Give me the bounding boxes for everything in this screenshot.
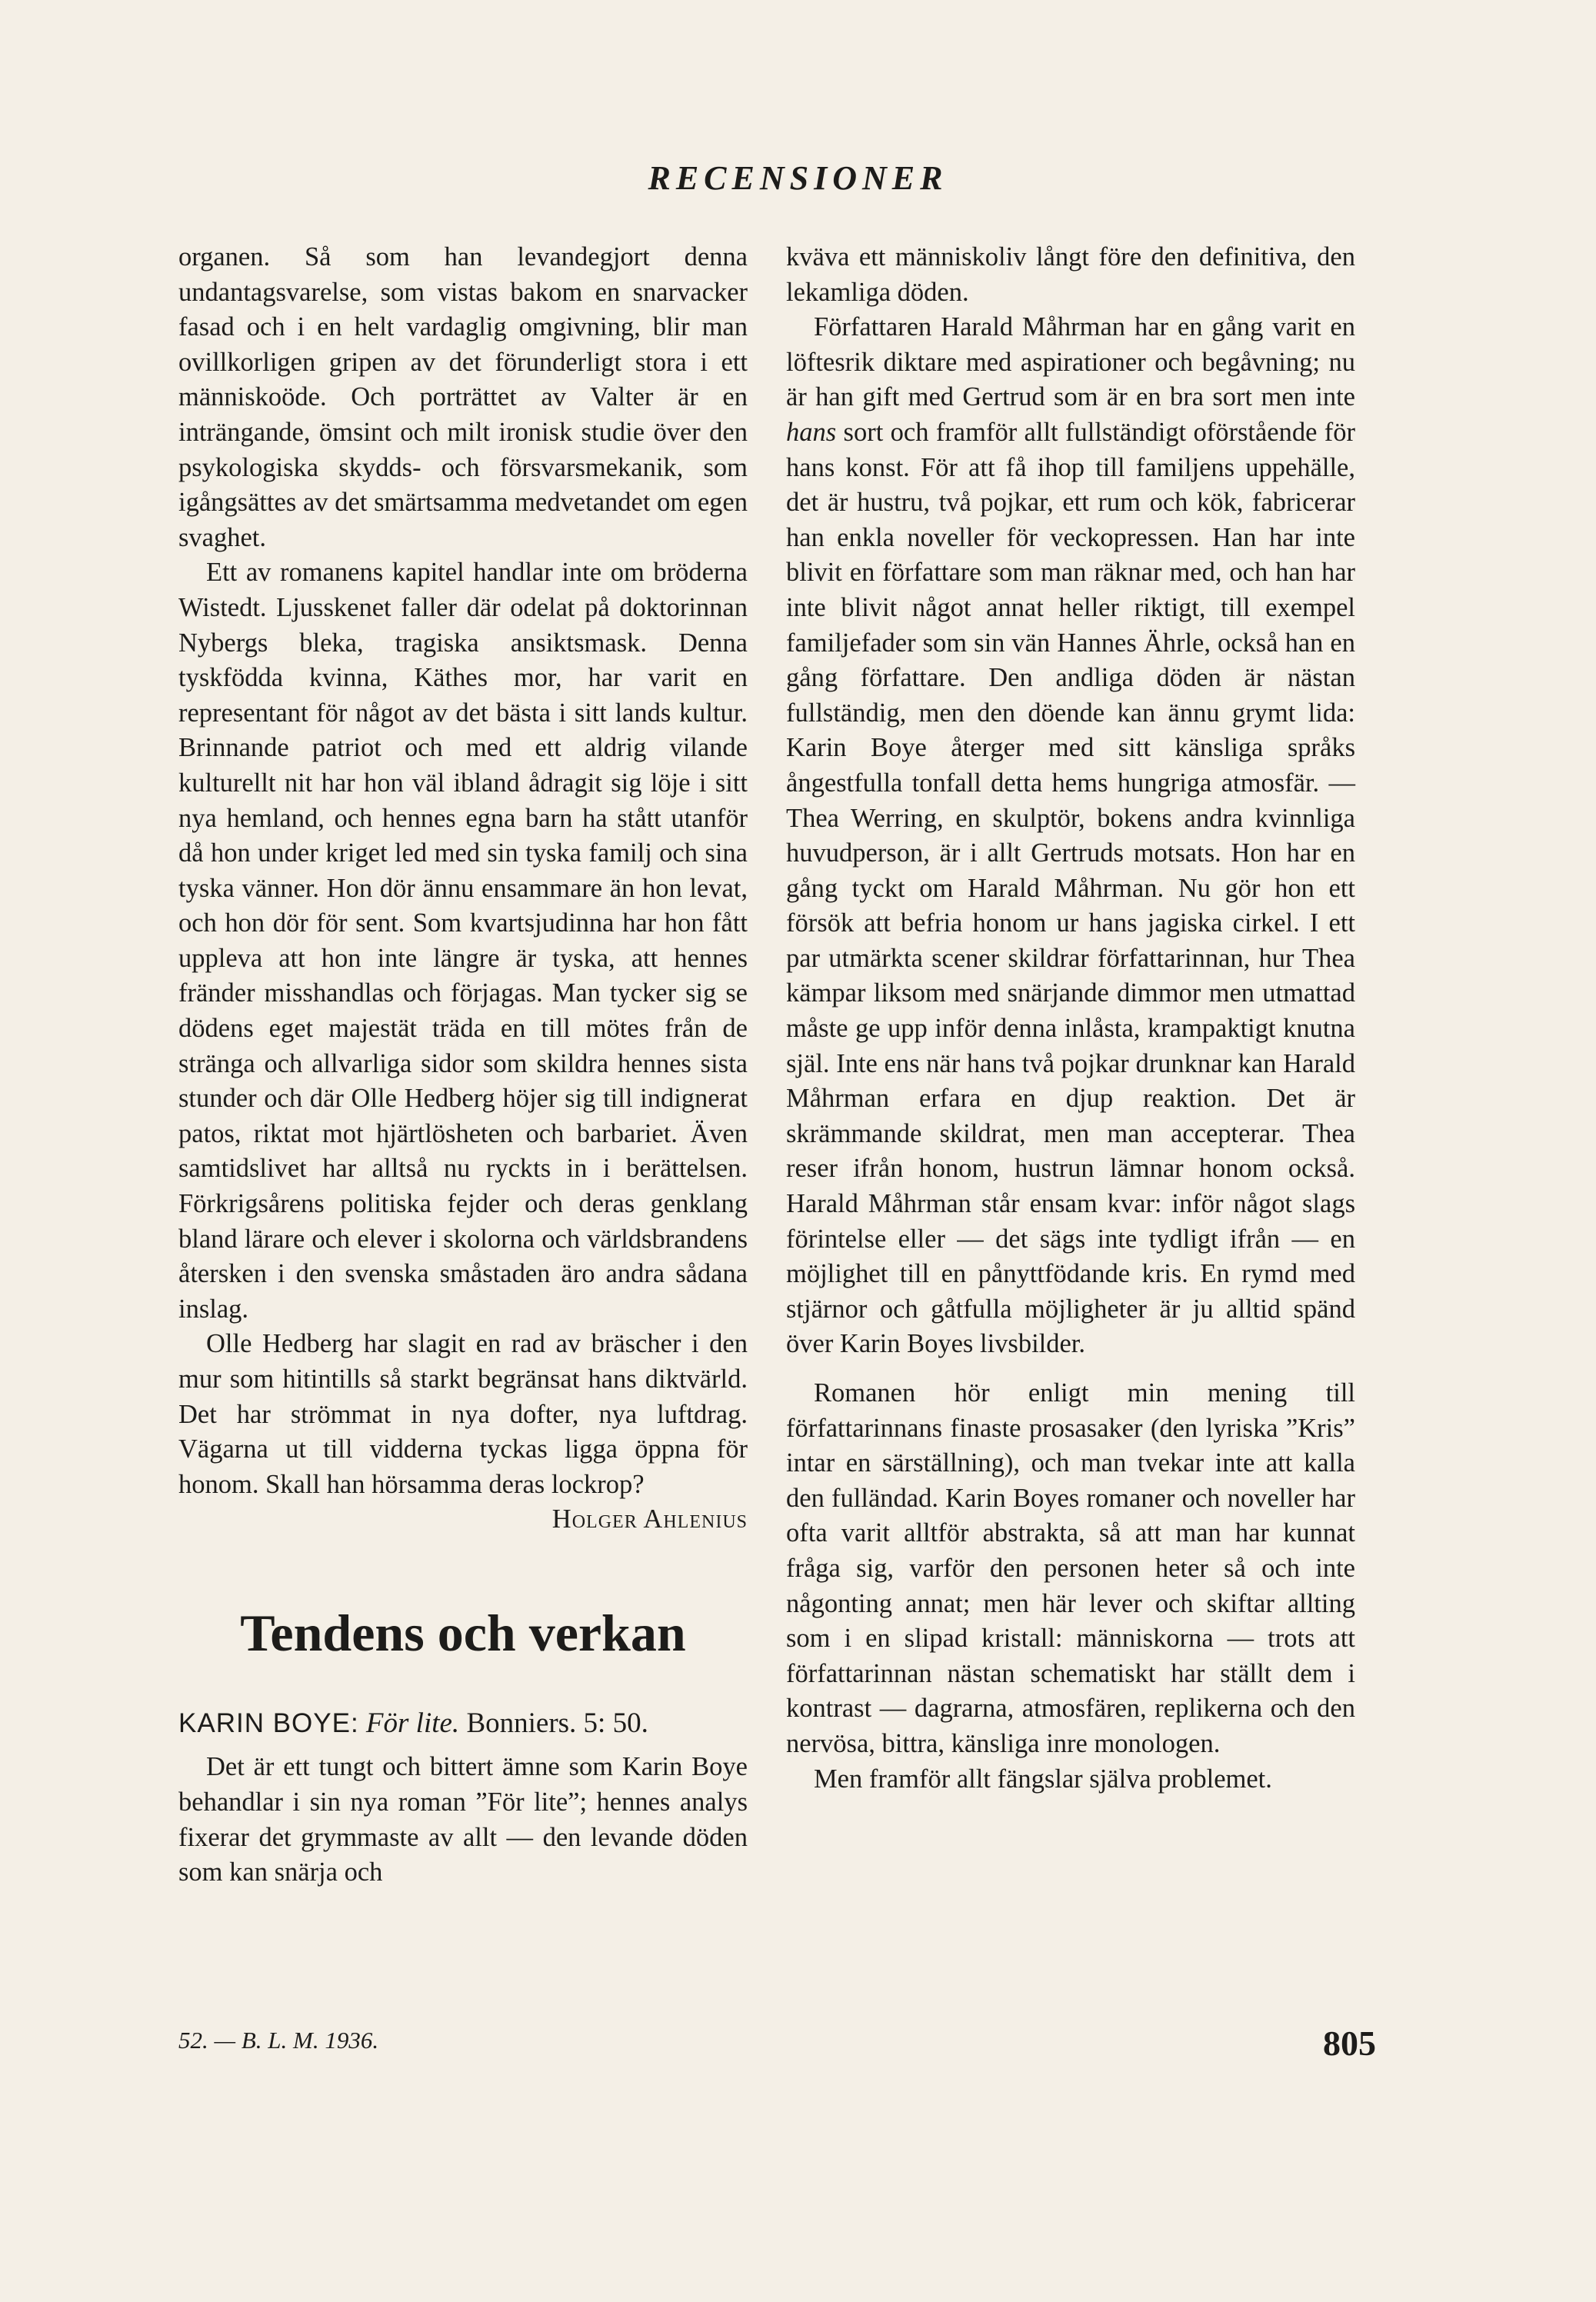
text-run: Författaren Harald Måhrman har en gång varit en löftesrik diktare med aspirationer och begåvning; nu är han gift med Gertrud som är en bra sort men inte (786, 312, 1355, 412)
paragraph: organen. Så som han levandegjort denna undantagsvarelse, som vistas bakom en snarvacker fasad och i en helt vardaglig omgivning, blir man ovillkorligen gripen av det förunderligt stora i ett människoöde. Och porträttet av Valter är en inträngande, ömsint och milt ironisk studie över den psykologiska skydds- och försvarsmekanik, som igångsättes av det smärtsamma medvetandet om egen svaghet. (178, 242, 748, 552)
signature-mark: 52. — B. L. M. 1936. (178, 2027, 379, 2054)
closing-paragraph (178, 1327, 748, 1534)
closing-text: Olle Hedberg har slagit en rad av bräscher i den mur som hitintills så starkt begränsat hans diktvärld. Det har strömmat in nya dofter, nya luftdrag. Vägarna ut till vidderna tyckas ligga öppna för honom. Skall han hörsamma deras lockrop? (178, 1329, 748, 1499)
paragraph: Det är ett tungt och bittert ämne som Karin Boye behandlar i sin nya roman ”För lite”; hennes analys fixerar det grymmaste av allt — den levande döden som kan snärja och (178, 1752, 748, 1887)
page-number: 805 (1323, 2024, 1376, 2063)
left-column (178, 240, 748, 1891)
review-title: Tendens och verkan (240, 1604, 686, 1663)
running-head: RECENSIONER (648, 159, 948, 197)
text-run: sort och framför allt fullständigt oförstående för hans konst. För att få ihop till familjens uppehälle, det är hustru, två pojkar, ett rum och kök, fabricerar han enkla noveller för veckopressen. Han har inte blivit en författare som man räknar med, och han har inte blivit något annat heller riktigt, till exempel familjefader som sin vän Hannes Ährle, också han en gång författare. Den andliga döden är nästan fullständig, men den döende kan ännu grymt lida: Karin Boye återger med sitt känsliga språks ångestfulla tonfall detta hems hungriga atmosfär. — Thea Werring, en skulptör, bokens andra kvinnliga huvudperson, är i allt Gertruds motsats. Hon har en gång tyckt om Harald Måhrman. Nu gör hon ett försök att befria honom ur hans jagiska cirkel. I ett par utmärkta scener skildrar författarinnan, hur Thea kämpar liksom med snärjande dimmor men utmattad måste ge upp inför denna inlåsta, krampaktigt knutna själ. Inte ens när hans två pojkar drunknar kan Harald Måhrman erfara en djup reaktion. Det är skrämmande skildrat, men man accepterar. Thea reser ifrån honom, hustrun lämnar honom också. Harald Måhrman står ensam kvar: inför något slags förintelse eller — det sägs inte tydligt ifrån — en möjlighet till en pånyttfödande kris. En rymd med stjärnor och gåtfulla möjligheter är ju alltid spänd över Karin Boyes livsbilder. (786, 417, 1355, 1359)
book-publisher: Bonniers. 5: 50. (466, 1707, 648, 1740)
paragraph: Men framför allt fängslar själva problemet. (814, 1764, 1272, 1794)
book-title: För lite. (365, 1707, 460, 1740)
paragraph (786, 310, 1355, 1362)
paragraph: Ett av romanens kapitel handlar inte om bröderna Wistedt. Ljusskenet faller där odelat på doktorinnan Nybergs bleka, tragiska ansiktsmask. Denna tyskfödda kvinna, Käthes mor, har varit en representant för något av det bästa i sitt lands kultur. Brinnande patriot och med ett aldrig vilande kulturellt nit har hon väl ibland ådragit sig löje i sitt nya hemland, och hennes egna barn ha stått utanför då hon under kriget led med sin tyska familj och sina tyska vänner. Hon dör ännu ensammare än hon levat, och hon dör för sent. Som kvartsjudinna har hon fått uppleva att hon inte längre är tyska, att hennes fränder misshandlas och förjagas. Man tycker sig se dödens eget majestät träda en till mötes från de stränga och allvarliga sidor som skildra hennes sista stunder och där Olle Hedberg höjer sig till indignerat patos, riktat mot hjärtlösheten och barbariet. Även samtidslivet har alltså nu ryckts in i berättelsen. Förkrigsårens politiska fejder och deras genklang bland lärare och elever i skolorna och världsbrandens återsken i den svenska småstaden äro andra sådana inslag. (178, 558, 748, 1324)
paragraph: Romanen hör enligt min mening till författarinnans finaste prosasaker (den lyriska ”Kris” intar en särställning), och man tvekar inte att kalla den fulländad. Karin Boyes romaner och noveller har ofta varit alltför abstrakta, så att man har kunnat fråga sig, varför den personen heter så och inte någonting annat; men här lever och skiftar allting som i en slipad kristall: människorna — trots att författarinnan nästan schematiskt har ställt dem i kontrast — dagrarna, atmosfären, replikerna och den nervösa, bittra, känsliga inre monologen. (786, 1378, 1355, 1758)
emphasis: hans (786, 417, 837, 447)
book-author: KARIN BOYE: (178, 1708, 359, 1739)
book-citation (178, 1705, 748, 1742)
right-column (786, 240, 1355, 1797)
reviewer-signature: Holger Ahlenius (551, 1504, 748, 1534)
paragraph: kväva ett människoliv långt före den definitiva, den lekamliga döden. (786, 242, 1355, 307)
